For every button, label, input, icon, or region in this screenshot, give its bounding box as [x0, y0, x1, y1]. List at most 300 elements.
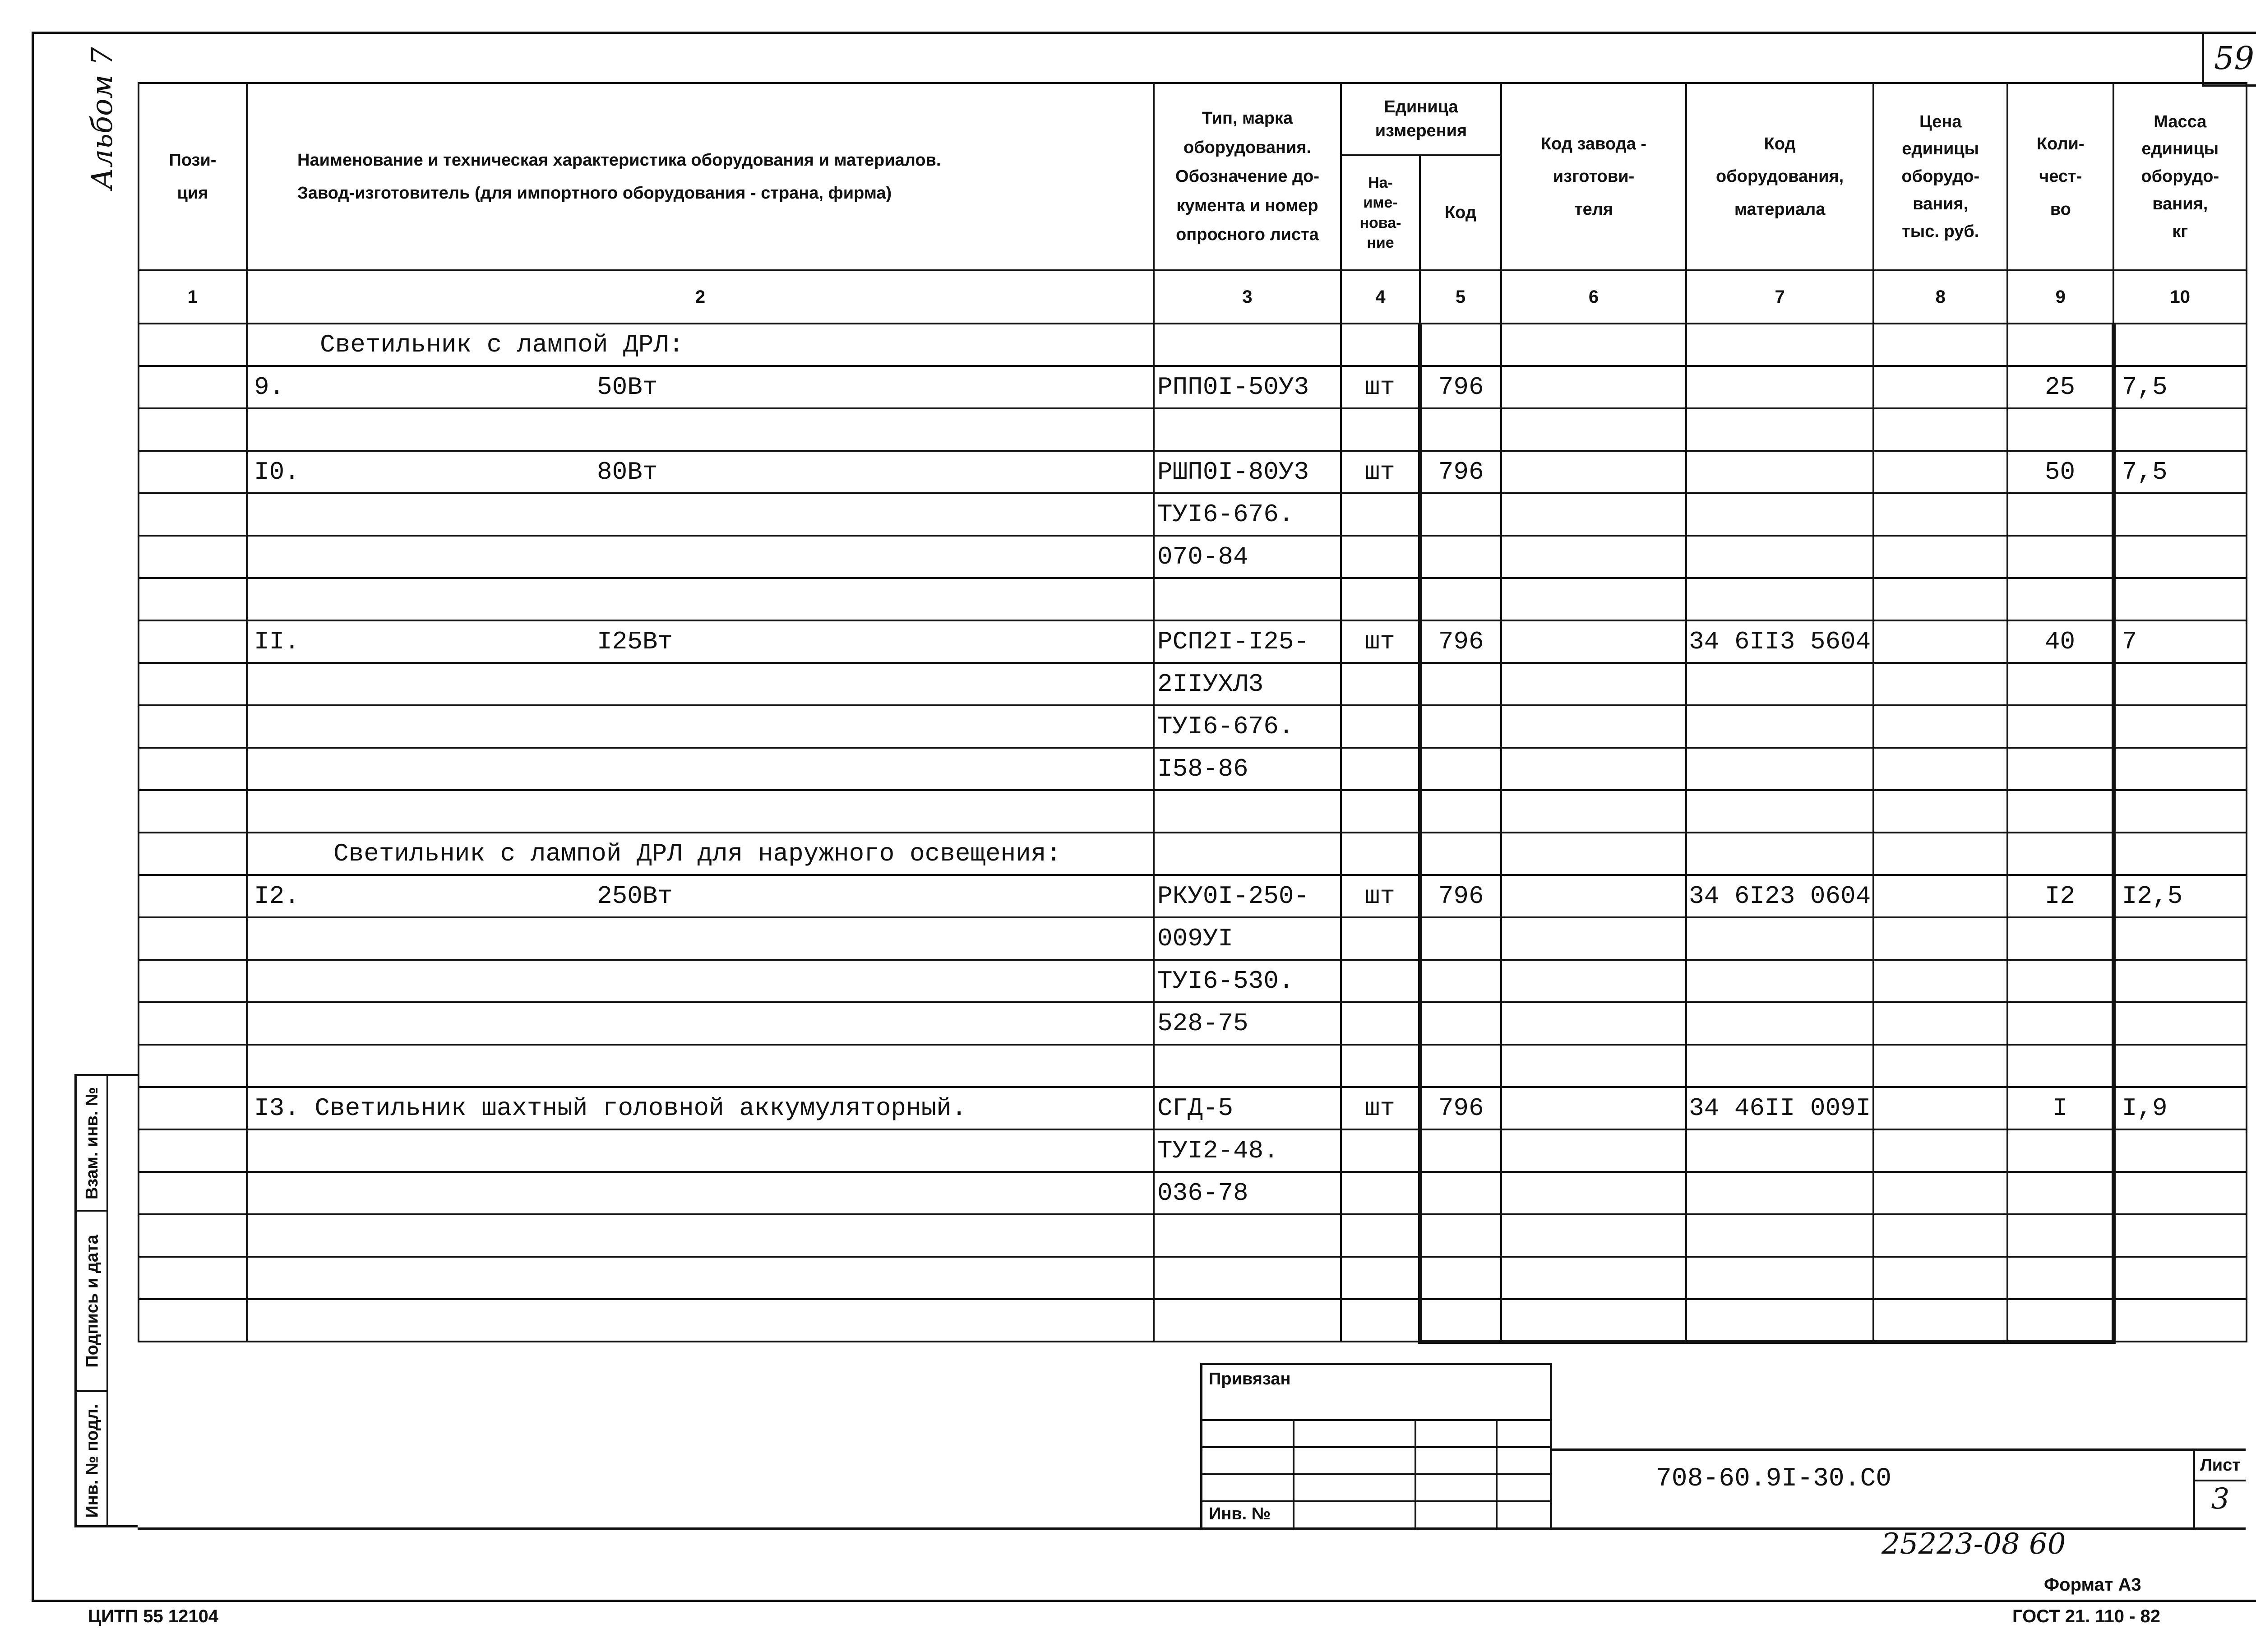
cell-type — [1154, 1299, 1341, 1342]
cell-price — [1873, 1002, 2007, 1045]
cell-equipment-code — [1686, 1214, 1873, 1257]
cell-type: РКУ0I-250- — [1154, 875, 1341, 917]
cell-quantity — [2007, 1299, 2113, 1342]
cell-quantity — [2007, 1214, 2113, 1257]
cell-price — [1873, 705, 2007, 748]
cell-quantity: 50 — [2007, 451, 2113, 493]
cell-type: 2IIУХЛ3 — [1154, 663, 1341, 705]
cell-equipment-code — [1686, 408, 1873, 451]
table-row — [139, 875, 2247, 917]
cell-code — [1420, 1129, 1501, 1172]
cell-equipment-code — [1686, 1129, 1873, 1172]
cell-factory-code — [1501, 917, 1686, 960]
table-row — [139, 748, 2247, 790]
table-row — [139, 536, 2247, 578]
cell-price — [1873, 833, 2007, 875]
column-number-3: 3 — [1154, 270, 1341, 324]
cell-mass — [2113, 1002, 2247, 1045]
cell-code — [1420, 748, 1501, 790]
bound-label: Привязан — [1209, 1370, 1291, 1388]
cell-code — [1420, 1299, 1501, 1342]
cell-equipment-code — [1686, 917, 1873, 960]
cell-unit — [1341, 1045, 1420, 1087]
cell-price — [1873, 1172, 2007, 1214]
cell-code: 796 — [1420, 366, 1501, 408]
cell-quantity: I2 — [2007, 875, 2113, 917]
cell-quantity — [2007, 790, 2113, 833]
column-number-8: 8 — [1873, 270, 2007, 324]
sheet-box — [2193, 1451, 2246, 1530]
header-unit-name: На- име- нова- ние — [1341, 155, 1420, 270]
column-number-6: 6 — [1501, 270, 1686, 324]
cell-price — [1873, 620, 2007, 663]
cell-factory-code — [1501, 1172, 1686, 1214]
cell-quantity: 40 — [2007, 620, 2113, 663]
cell-equipment-code — [1686, 366, 1873, 408]
cell-price — [1873, 536, 2007, 578]
cell-type: 528-75 — [1154, 1002, 1341, 1045]
cell-unit — [1341, 833, 1420, 875]
cell-code — [1420, 1172, 1501, 1214]
title-block — [1552, 1448, 2246, 1527]
cell-code: 796 — [1420, 620, 1501, 663]
cell-type: 036-78 — [1154, 1172, 1341, 1214]
cell-factory-code — [1501, 493, 1686, 536]
position-number: II. — [254, 627, 300, 656]
cell-position — [139, 748, 247, 790]
cell-name — [247, 705, 1154, 748]
cell-factory-code — [1501, 536, 1686, 578]
cell-type: 070-84 — [1154, 536, 1341, 578]
cell-code: 796 — [1420, 875, 1501, 917]
cell-quantity: 25 — [2007, 366, 2113, 408]
cell-name — [247, 408, 1154, 451]
table-row — [139, 1129, 2247, 1172]
cell-type — [1154, 324, 1341, 366]
cell-quantity — [2007, 705, 2113, 748]
power-rating: 50Вт — [597, 373, 658, 402]
cell-name — [247, 748, 1154, 790]
cell-unit — [1341, 705, 1420, 748]
cell-quantity — [2007, 833, 2113, 875]
sheet-value: 3 — [2211, 1482, 2230, 1516]
cell-factory-code — [1501, 578, 1686, 620]
cell-position — [139, 917, 247, 960]
cell-position — [139, 451, 247, 493]
cell-unit — [1341, 960, 1420, 1002]
table-row — [139, 1045, 2247, 1087]
header-unit-code: Код — [1420, 155, 1501, 270]
cell-unit — [1341, 1299, 1420, 1342]
cell-price — [1873, 1045, 2007, 1087]
cell-type — [1154, 1045, 1341, 1087]
album-label: Альбом 7 — [86, 47, 119, 190]
table-row — [139, 663, 2247, 705]
table-row — [139, 366, 2247, 408]
cell-mass — [2113, 790, 2247, 833]
header-unit: Единица измерения — [1341, 83, 1501, 155]
cell-factory-code — [1501, 1257, 1686, 1299]
cell-code — [1420, 493, 1501, 536]
cell-mass — [2113, 663, 2247, 705]
table-row — [139, 324, 2247, 366]
cell-mass: I,9 — [2113, 1087, 2247, 1129]
cell-code: 796 — [1420, 451, 1501, 493]
cell-type — [1154, 408, 1341, 451]
cell-type: ТУI6-676. — [1154, 705, 1341, 748]
footer-right: ГОСТ 21. 110 - 82 — [2012, 1606, 2160, 1626]
cell-factory-code — [1501, 1045, 1686, 1087]
table-row — [139, 1002, 2247, 1045]
cell-unit — [1341, 790, 1420, 833]
cell-position — [139, 790, 247, 833]
cell-factory-code — [1501, 620, 1686, 663]
cell-code — [1420, 705, 1501, 748]
bound-block — [1200, 1363, 1552, 1527]
table-row — [139, 451, 2247, 493]
cell-type: РПП0I-50У3 — [1154, 366, 1341, 408]
cell-type — [1154, 1214, 1341, 1257]
cell-mass — [2113, 578, 2247, 620]
cell-type: ТУI6-530. — [1154, 960, 1341, 1002]
cell-code — [1420, 960, 1501, 1002]
cell-unit: шт — [1341, 875, 1420, 917]
cell-factory-code — [1501, 663, 1686, 705]
cell-quantity — [2007, 1045, 2113, 1087]
cell-unit — [1341, 493, 1420, 536]
cell-factory-code — [1501, 1129, 1686, 1172]
cell-code — [1420, 1045, 1501, 1087]
cell-factory-code — [1501, 1299, 1686, 1342]
cell-type: 009УI — [1154, 917, 1341, 960]
cell-position — [139, 493, 247, 536]
cell-code — [1420, 1214, 1501, 1257]
cell-unit: шт — [1341, 1087, 1420, 1129]
cell-factory-code — [1501, 875, 1686, 917]
table-row — [139, 578, 2247, 620]
cell-position — [139, 875, 247, 917]
cell-equipment-code — [1686, 451, 1873, 493]
cell-equipment-code — [1686, 663, 1873, 705]
cell-mass — [2113, 1045, 2247, 1087]
cell-factory-code — [1501, 748, 1686, 790]
cell-mass — [2113, 917, 2247, 960]
cell-quantity — [2007, 1172, 2113, 1214]
column-number-4: 4 — [1341, 270, 1420, 324]
cell-code — [1420, 536, 1501, 578]
cell-price — [1873, 875, 2007, 917]
cell-price — [1873, 578, 2007, 620]
side-stamp-replacement: Взам. инв. № — [77, 1076, 108, 1212]
table-row — [139, 493, 2247, 536]
cell-name — [247, 1214, 1154, 1257]
cell-mass: I2,5 — [2113, 875, 2247, 917]
corner-sheet-number: 59 — [2202, 32, 2256, 87]
specification-table — [138, 82, 2247, 1344]
cell-factory-code — [1501, 366, 1686, 408]
header-quantity: Коли- чест- во — [2007, 83, 2113, 270]
cell-price — [1873, 493, 2007, 536]
cell-mass — [2113, 1299, 2247, 1342]
cell-mass — [2113, 705, 2247, 748]
cell-equipment-code — [1686, 493, 1873, 536]
cell-equipment-code: 34 6I23 0604 — [1686, 875, 1873, 917]
cell-name: Светильник с лампой ДРЛ: — [247, 324, 1154, 366]
table-row — [139, 408, 2247, 451]
cell-equipment-code — [1686, 536, 1873, 578]
header-mass: Масса единицы оборудо- вания, кг — [2113, 83, 2247, 270]
sheet-label: Лист — [2195, 1451, 2246, 1481]
table-row — [139, 1087, 2247, 1129]
cell-price — [1873, 663, 2007, 705]
cell-equipment-code — [1686, 1002, 1873, 1045]
cell-type — [1154, 578, 1341, 620]
cell-quantity — [2007, 536, 2113, 578]
cell-unit — [1341, 917, 1420, 960]
cell-price — [1873, 790, 2007, 833]
table-row — [139, 1299, 2247, 1342]
table-row — [139, 790, 2247, 833]
cell-mass — [2113, 1214, 2247, 1257]
cell-unit: шт — [1341, 620, 1420, 663]
cell-name — [247, 663, 1154, 705]
cell-unit — [1341, 578, 1420, 620]
header-position: Пози- ция — [139, 83, 247, 270]
column-number-5: 5 — [1420, 270, 1501, 324]
cell-equipment-code — [1686, 1299, 1873, 1342]
table-row — [139, 833, 2247, 875]
cell-mass — [2113, 960, 2247, 1002]
cell-position — [139, 620, 247, 663]
cell-mass — [2113, 1172, 2247, 1214]
cell-price — [1873, 366, 2007, 408]
cell-quantity — [2007, 1257, 2113, 1299]
cell-factory-code — [1501, 1214, 1686, 1257]
cell-mass — [2113, 833, 2247, 875]
cell-name — [247, 1045, 1154, 1087]
cell-mass — [2113, 408, 2247, 451]
cell-position — [139, 366, 247, 408]
cell-type — [1154, 833, 1341, 875]
position-number: I0. — [254, 458, 300, 486]
cell-code — [1420, 790, 1501, 833]
cell-name — [247, 578, 1154, 620]
cell-mass — [2113, 1129, 2247, 1172]
cell-price — [1873, 1087, 2007, 1129]
cell-mass: 7,5 — [2113, 366, 2247, 408]
inv-label: Инв. № — [1209, 1504, 1271, 1523]
cell-price — [1873, 748, 2007, 790]
table-row — [139, 960, 2247, 1002]
cell-equipment-code: 34 46II 009I — [1686, 1087, 1873, 1129]
header-factory-code: Код завода - изготови- теля — [1501, 83, 1686, 270]
cell-type: СГД-5 — [1154, 1087, 1341, 1129]
cell-mass — [2113, 324, 2247, 366]
cell-name — [247, 1002, 1154, 1045]
table-row — [139, 917, 2247, 960]
power-rating: 250Вт — [597, 882, 673, 911]
cell-equipment-code — [1686, 790, 1873, 833]
cell-type — [1154, 790, 1341, 833]
handwritten-number: 25223-08 60 — [1882, 1527, 2066, 1561]
cell-price — [1873, 1257, 2007, 1299]
cell-quantity — [2007, 493, 2113, 536]
cell-position — [139, 578, 247, 620]
table-row — [139, 705, 2247, 748]
cell-code — [1420, 578, 1501, 620]
cell-position — [139, 1214, 247, 1257]
cell-name — [247, 620, 1154, 663]
column-number-1: 1 — [139, 270, 247, 324]
header-price: Цена единицы оборудо- вания, тыс. руб. — [1873, 83, 2007, 270]
cell-unit — [1341, 536, 1420, 578]
cell-factory-code — [1501, 1002, 1686, 1045]
cell-name — [247, 536, 1154, 578]
cell-code — [1420, 833, 1501, 875]
header-equipment-code: Код оборудования, материала — [1686, 83, 1873, 270]
cell-position — [139, 1002, 247, 1045]
cell-quantity — [2007, 578, 2113, 620]
cell-name — [247, 1257, 1154, 1299]
cell-quantity — [2007, 1002, 2113, 1045]
cell-position — [139, 705, 247, 748]
cell-unit — [1341, 1002, 1420, 1045]
cell-quantity — [2007, 960, 2113, 1002]
cell-name — [247, 960, 1154, 1002]
cell-unit — [1341, 1214, 1420, 1257]
cell-equipment-code — [1686, 324, 1873, 366]
cell-unit: шт — [1341, 451, 1420, 493]
cell-code — [1420, 408, 1501, 451]
cell-type: ТУI2-48. — [1154, 1129, 1341, 1172]
cell-factory-code — [1501, 408, 1686, 451]
cell-equipment-code — [1686, 1045, 1873, 1087]
cell-price — [1873, 1129, 2007, 1172]
position-number: 9. — [254, 373, 285, 402]
cell-position — [139, 324, 247, 366]
side-stamp-inventory: Инв. № подл. — [83, 1404, 102, 1518]
cell-code — [1420, 1002, 1501, 1045]
cell-price — [1873, 408, 2007, 451]
table-row — [139, 1172, 2247, 1214]
cell-quantity — [2007, 917, 2113, 960]
cell-factory-code — [1501, 451, 1686, 493]
cell-position — [139, 663, 247, 705]
cell-position — [139, 1299, 247, 1342]
format-label: Формат А3 — [2044, 1575, 2141, 1595]
cell-name — [247, 366, 1154, 408]
cell-price — [1873, 451, 2007, 493]
cell-position — [139, 1087, 247, 1129]
cell-name — [247, 1299, 1154, 1342]
cell-equipment-code — [1686, 1257, 1873, 1299]
cell-price — [1873, 960, 2007, 1002]
cell-unit — [1341, 1129, 1420, 1172]
cell-unit — [1341, 1257, 1420, 1299]
cell-factory-code — [1501, 705, 1686, 748]
cell-price — [1873, 1214, 2007, 1257]
cell-mass: 7,5 — [2113, 451, 2247, 493]
cell-factory-code — [1501, 833, 1686, 875]
cell-mass — [2113, 493, 2247, 536]
cell-code: 796 — [1420, 1087, 1501, 1129]
power-rating: 80Вт — [597, 458, 658, 486]
column-number-9: 9 — [2007, 270, 2113, 324]
cell-quantity — [2007, 748, 2113, 790]
cell-name — [247, 1129, 1154, 1172]
cell-position — [139, 1257, 247, 1299]
cell-unit: шт — [1341, 366, 1420, 408]
cell-position — [139, 1045, 247, 1087]
side-stamp-signature: Подпись и дата — [77, 1212, 108, 1392]
position-number: I2. — [254, 882, 300, 911]
cell-name: I3. Светильник шахтный головной аккумуляторный. — [247, 1087, 1154, 1129]
cell-name — [247, 493, 1154, 536]
table-row — [139, 620, 2247, 663]
cell-unit — [1341, 408, 1420, 451]
cell-equipment-code — [1686, 1172, 1873, 1214]
cell-factory-code — [1501, 790, 1686, 833]
cell-position — [139, 1129, 247, 1172]
cell-quantity — [2007, 408, 2113, 451]
cell-price — [1873, 1299, 2007, 1342]
cell-unit — [1341, 1172, 1420, 1214]
cell-code — [1420, 917, 1501, 960]
cell-position — [139, 536, 247, 578]
cell-type: РСП2I-I25- — [1154, 620, 1341, 663]
cell-mass — [2113, 1257, 2247, 1299]
cell-quantity — [2007, 663, 2113, 705]
cell-mass: 7 — [2113, 620, 2247, 663]
footer-left: ЦИТП 55 12104 — [88, 1606, 219, 1626]
cell-factory-code — [1501, 1087, 1686, 1129]
cell-name — [247, 917, 1154, 960]
column-number-2: 2 — [247, 270, 1154, 324]
cell-price — [1873, 917, 2007, 960]
cell-name — [247, 1172, 1154, 1214]
cell-factory-code — [1501, 324, 1686, 366]
cell-price — [1873, 324, 2007, 366]
document-number: 708-60.9I-30.C0 — [1656, 1464, 1892, 1494]
cell-position — [139, 1172, 247, 1214]
cell-code — [1420, 663, 1501, 705]
header-name: Наименование и техническая характеристика оборудования и материалов. Завод-изготовитель (для импортного оборудования - страна, фирма) — [247, 83, 1154, 270]
power-rating: I25Вт — [597, 627, 673, 656]
cell-equipment-code: 34 6II3 5604 — [1686, 620, 1873, 663]
side-stamp — [74, 1074, 138, 1527]
cell-factory-code — [1501, 960, 1686, 1002]
cell-mass — [2113, 748, 2247, 790]
cell-name — [247, 790, 1154, 833]
table-row — [139, 1214, 2247, 1257]
cell-equipment-code — [1686, 705, 1873, 748]
cell-equipment-code — [1686, 578, 1873, 620]
cell-unit — [1341, 324, 1420, 366]
cell-quantity — [2007, 1129, 2113, 1172]
cell-position — [139, 960, 247, 1002]
cell-equipment-code — [1686, 833, 1873, 875]
column-number-10: 10 — [2113, 270, 2247, 324]
cell-unit — [1341, 748, 1420, 790]
cell-quantity — [2007, 324, 2113, 366]
cell-position — [139, 408, 247, 451]
table-row — [139, 1257, 2247, 1299]
cell-unit — [1341, 663, 1420, 705]
cell-name — [247, 875, 1154, 917]
header-type: Тип, марка оборудования. Обозначение до- кумента и номер опросного листа — [1154, 83, 1341, 270]
cell-code — [1420, 324, 1501, 366]
cell-type: РШП0I-80У3 — [1154, 451, 1341, 493]
